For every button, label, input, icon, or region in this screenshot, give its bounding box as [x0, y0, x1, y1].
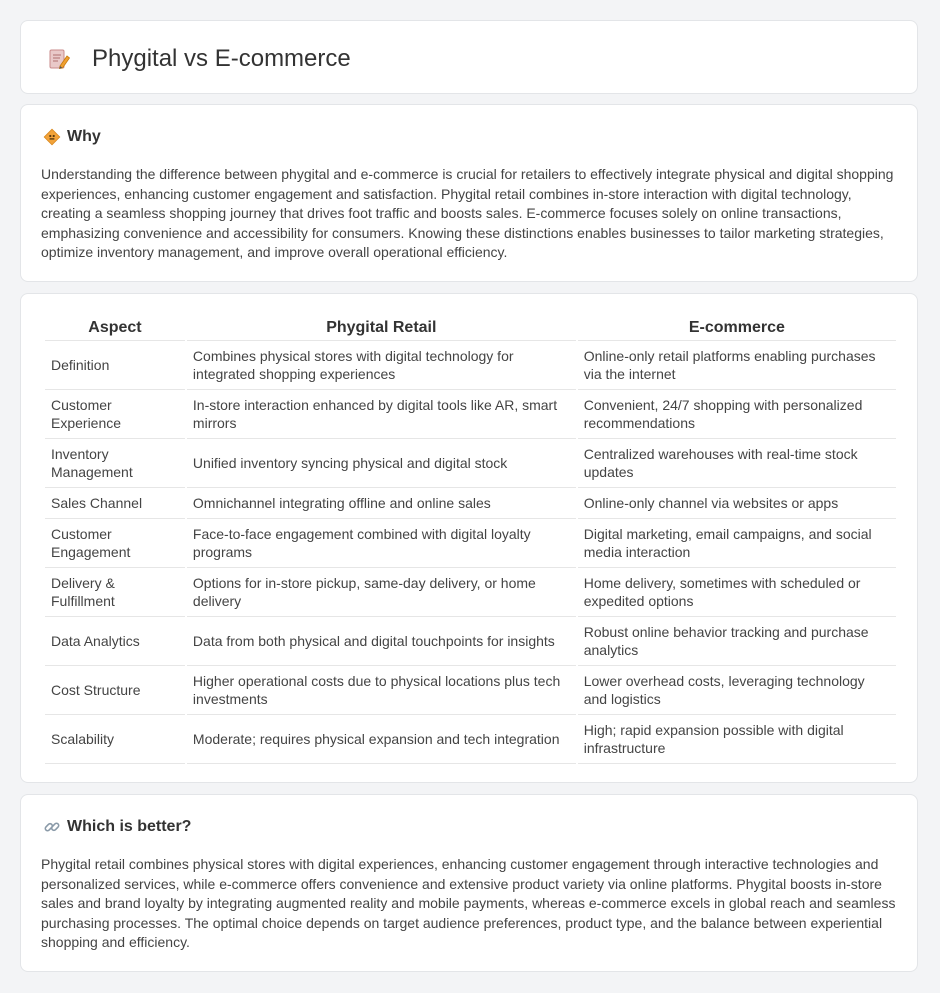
ecommerce-cell: Centralized warehouses with real-time stock updates	[578, 439, 896, 488]
table-row	[45, 617, 896, 666]
page-title: Phygital vs E-commerce	[92, 45, 351, 72]
aspect-cell: Scalability	[45, 715, 185, 764]
pencil-document-icon	[47, 47, 71, 71]
aspect-cell: Inventory Management	[45, 439, 185, 488]
ecommerce-cell: Convenient, 24/7 shopping with personalized recommendations	[578, 390, 896, 439]
table-row	[45, 519, 896, 568]
better-heading	[43, 817, 191, 837]
better-title: Which is better?	[67, 818, 192, 835]
why-heading	[43, 127, 101, 147]
ecommerce-cell: Online-only retail platforms enabling purchases via the internet	[578, 341, 896, 390]
why-title: Why	[67, 128, 101, 145]
ecommerce-cell: Digital marketing, email campaigns, and social media interaction	[578, 519, 896, 568]
why-text: Understanding the difference between phygital and e-commerce is crucial for retailers to effectively integrate physical and digital shopping experiences, enhancing customer engagement and satisfaction. Phygital retail combines in-store interaction with digital technology, creating a seamless shopping journey that drives foot traffic and boosts sales. E-commerce focuses solely on online transactions, emphasizing convenience and accessibility for consumers. Knowing these distinctions enables businesses to tailor marketing strategies, optimize inventory management, and improve overall operational efficiency.	[41, 166, 894, 261]
better-text: Phygital retail combines physical stores with digital experiences, enhancing customer engagement through interactive technologies and personalized services, while e-commerce offers convenience and extensive product variety via online platforms. Phygital boosts in-store sales and brand loyalty by integrating augmented reality and mobile payments, whereas e-commerce excels in global reach and seamless purchasing processes. The optimal choice depends on target audience preferences, product type, and the balance between experiential shopping and efficiency.	[41, 856, 896, 951]
table-row	[45, 390, 896, 439]
aspect-cell: Definition	[45, 341, 185, 390]
table-row	[45, 666, 896, 715]
phygital-cell: Face-to-face engagement combined with digital loyalty programs	[187, 519, 576, 568]
phygital-cell: Unified inventory syncing physical and digital stock	[187, 439, 576, 488]
aspect-cell: Data Analytics	[45, 617, 185, 666]
phygital-cell: Moderate; requires physical expansion and tech integration	[187, 715, 576, 764]
link-icon	[43, 818, 61, 836]
phygital-cell: Data from both physical and digital touchpoints for insights	[187, 617, 576, 666]
table-row	[45, 439, 896, 488]
ecommerce-cell: Robust online behavior tracking and purchase analytics	[578, 617, 896, 666]
header-card	[20, 20, 918, 94]
table-header-row	[45, 314, 896, 341]
ecommerce-cell: High; rapid expansion possible with digital infrastructure	[578, 715, 896, 764]
aspect-cell: Customer Experience	[45, 390, 185, 439]
aspect-cell: Sales Channel	[45, 488, 185, 519]
phygital-cell: Combines physical stores with digital technology for integrated shopping experiences	[187, 341, 576, 390]
aspect-cell: Customer Engagement	[45, 519, 185, 568]
ecommerce-cell: Home delivery, sometimes with scheduled or expedited options	[578, 568, 896, 617]
header-phygital: Phygital Retail	[187, 314, 576, 341]
why-section	[20, 104, 918, 282]
ecommerce-cell: Online-only channel via websites or apps	[578, 488, 896, 519]
aspect-cell: Cost Structure	[45, 666, 185, 715]
comparison-section	[20, 293, 918, 783]
header-ecommerce: E-commerce	[578, 314, 896, 341]
ecommerce-cell: Lower overhead costs, leveraging technology and logistics	[578, 666, 896, 715]
warning-sign-icon	[43, 128, 61, 146]
which-better-section	[20, 794, 918, 972]
phygital-cell: Higher operational costs due to physical locations plus tech investments	[187, 666, 576, 715]
table-row	[45, 715, 896, 764]
phygital-cell: Options for in-store pickup, same-day delivery, or home delivery	[187, 568, 576, 617]
phygital-cell: Omnichannel integrating offline and online sales	[187, 488, 576, 519]
table-row	[45, 568, 896, 617]
aspect-cell: Delivery & Fulfillment	[45, 568, 185, 617]
header-aspect: Aspect	[45, 314, 185, 341]
phygital-cell: In-store interaction enhanced by digital tools like AR, smart mirrors	[187, 390, 576, 439]
table-row	[45, 488, 896, 519]
table-row	[45, 341, 896, 390]
comparison-table	[43, 314, 898, 764]
